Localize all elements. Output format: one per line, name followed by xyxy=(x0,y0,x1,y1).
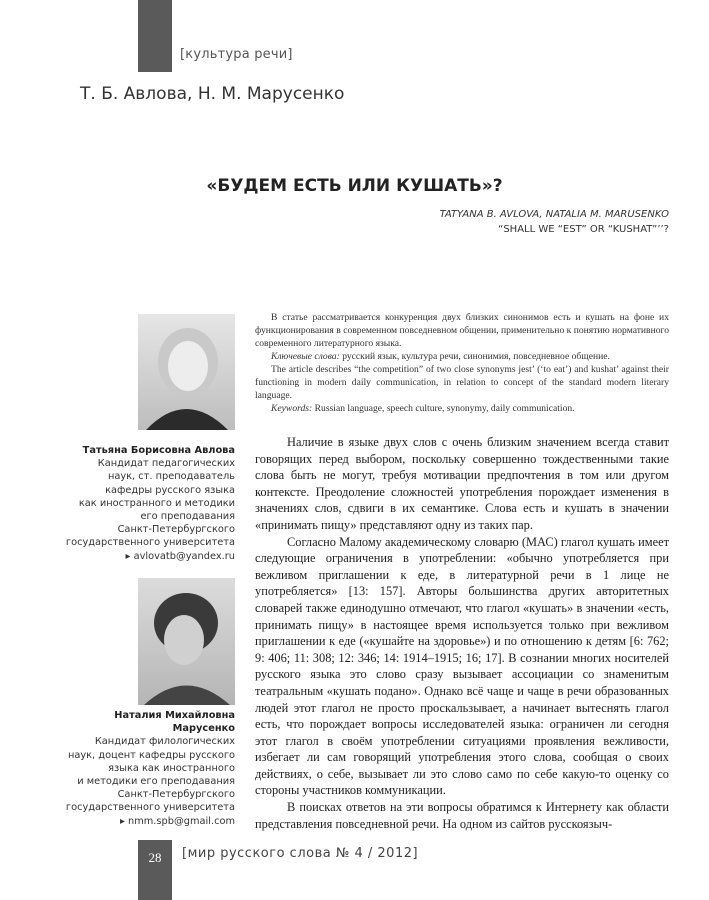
author-photo-marusenko xyxy=(138,578,235,705)
author-university: Санкт-Петербургского xyxy=(117,524,235,536)
authors-line: Т. Б. Авлова, Н. М. Марусенко xyxy=(80,84,345,104)
author-info-marusenko xyxy=(60,709,235,828)
article-body xyxy=(255,434,669,832)
keywords-ru-text: русский язык, культура речи, синонимия, повседневное общение. xyxy=(339,351,610,362)
author-name: Марусенко xyxy=(172,723,235,735)
keywords-ru xyxy=(255,350,669,363)
decorative-bar-top xyxy=(138,0,172,72)
author-dept: и методики его преподавания xyxy=(77,776,235,788)
keywords-en-text: Russian language, speech culture, synonymy, daily communication. xyxy=(312,403,575,414)
author-photo-avlova xyxy=(138,314,235,430)
article-title: «БУДЕМ ЕСТЬ ИЛИ КУШАТЬ»? xyxy=(206,176,503,196)
author-dept: кафедры русского языка xyxy=(105,484,235,496)
author-info-avlova xyxy=(60,444,235,563)
author-degree: Кандидат филологических xyxy=(94,736,235,748)
author-position: наук, доцент кафедры русского xyxy=(67,749,235,761)
author-name: Татьяна Борисовна Авлова xyxy=(82,445,235,456)
abstract-en: The article describes “the competition” of two close synonyms jest’ (‘to eat’) and kushat’ against their functioning in modern daily communication, in relation to concept of the standard modern literary language. xyxy=(255,364,669,401)
author-dept: как иностранного и методики xyxy=(78,497,235,509)
abstract xyxy=(255,311,669,415)
keywords-en xyxy=(255,402,669,415)
author-name: Наталия Михайловна xyxy=(114,710,235,721)
author-position: наук, ст. преподаватель xyxy=(107,471,235,483)
author-dept: его преподавания xyxy=(140,511,235,523)
portrait-woman-dark xyxy=(138,578,235,705)
body-paragraph: В поисках ответов на эти вопросы обратимся к Интернету как области представления повседневной речи. На одном из сайтов русскоязыч- xyxy=(255,800,669,831)
page-number: 28 xyxy=(148,850,162,865)
keywords-en-label: Keywords: xyxy=(271,403,313,414)
journal-footer: [мир русского слова № 4 / 2012] xyxy=(182,846,419,861)
abstract-ru: В статье рассматривается конкуренция двух близких синонимов есть и кушать на фоне их функционирования в современном повседневном общении, применительно к понятию нормативного современного литературного языка. xyxy=(255,312,669,349)
english-title: “SHALL WE “EST” OR “KUSHAT”’’? xyxy=(498,224,669,235)
author-degree: Кандидат педагогических xyxy=(97,458,235,470)
keywords-ru-label: Ключевые слова: xyxy=(271,351,340,362)
section-label: [культура речи] xyxy=(180,47,293,62)
author-university: Санкт-Петербургского xyxy=(117,789,235,801)
author-university: государственного университета xyxy=(65,802,235,814)
english-authors: TATYANA B. AVLOVA, NATALIA M. MARUSENKO xyxy=(439,209,669,220)
author-email[interactable]: ▸ nmm.spb@gmail.com xyxy=(119,815,235,827)
decorative-bar-bottom xyxy=(138,840,172,900)
portrait-woman-blonde xyxy=(138,314,235,430)
body-paragraph: Согласно Малому академическому словарю (МАС) глагол кушать имеет следующие ограничения в употреблении: «обычно употребляется при вежливом приглашении к еде, в литературной речи в 1 лице не употребляется» [13: 157]. Авторы большинства других авторитетных словарей также единодушно отмечают, что глагол «кушать» в значении «есть, принимать пищу» в настоящее время используется только при вежливом приглашении к еде («кушайте на здоровье») и по отношению к детям [6: 762; 9: 406; 11: 308; 12: 346; 14: 1914–1915; 16; 17]. В сознании многих носителей русского языка это слово сразу вызывает ассоциации со знаменитым театральным «кушать подано». Однако всё чаще и чаще в речи образованных людей этот глагол не просто проскальзывает, а начинает вытеснять глагол есть, что порождает вопросы исследователей языка: ограничен ли сегодня этот глагол в своём употреблении ситуациями проявления вежливости, избегает ли сам говорящий употребления этого слова, сообщая о своих действиях, о себе, вызывает ли это слово само по себе какую-то оценку со стороны участников коммуникации. xyxy=(255,534,669,798)
author-dept: языка как иностранного xyxy=(108,762,235,774)
body-paragraph: Наличие в языке двух слов с очень близким значением всегда ставит говорящих перед выбором, поскольку совершенно тождественными такие слова быть не могут, требуя мотивации предпочтения в том или другом контексте. Преодоление сложностей употребления порождает изменения в значениях слов, сдвиги в их семантике. Слова есть и кушать в значении «принимать пищу» представляют одну из таких пар. xyxy=(255,435,669,532)
author-email[interactable]: ▸ avlovatb@yandex.ru xyxy=(125,550,235,562)
author-university: государственного университета xyxy=(65,537,235,549)
